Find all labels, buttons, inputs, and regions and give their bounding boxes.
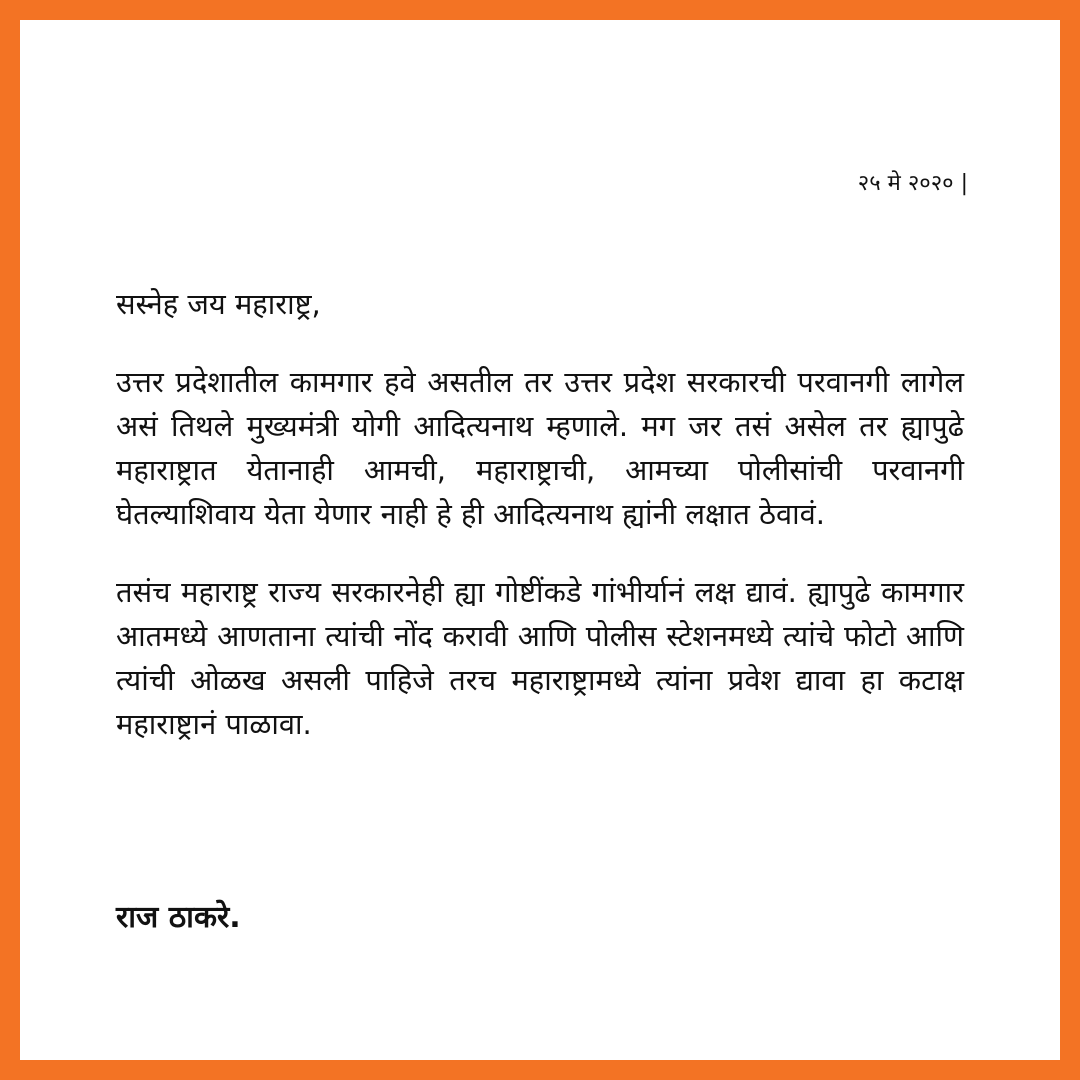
letter-paragraph-1: उत्तर प्रदेशातील कामगार हवे असतील तर उत्तर प्रदेश सरकारची परवानगी लागेल असं तिथले मुख्यमंत्री योगी आदित्यनाथ म्हणाले. मग जर तसं असेल तर ह्यापुढे महाराष्ट्रात येतानाही आमची, महाराष्ट्राची, आमच्या पोलीसांची परवानगी घेतल्याशिवाय येता येणार नाही हे ही आदित्यनाथ ह्यांनी लक्षात ठेवावं. (116, 365, 964, 531)
letter-salutation: सस्नेह जय महाराष्ट्र, (116, 287, 321, 321)
letter-body (116, 282, 964, 780)
letter-signature: राज ठाकरे. (116, 900, 241, 935)
letter-date: २५ मे २०२० | (857, 171, 968, 196)
letter-page (20, 20, 1060, 1060)
letter-paragraph-2: तसंच महाराष्ट्र राज्य सरकारनेही ह्या गोष्टींकडे गांभीर्यानं लक्ष द्यावं. ह्यापुढे कामगार आतमध्ये आणताना त्यांची नोंद करावी आणि पोलीस स्टेशनमध्ये त्यांचे फोटो आणि त्यांची ओळख असली पाहिजे तरच महाराष्ट्रामध्ये त्यांना प्रवेश द्यावा हा कटाक्ष महाराष्ट्रानं पाळावा. (116, 575, 964, 741)
